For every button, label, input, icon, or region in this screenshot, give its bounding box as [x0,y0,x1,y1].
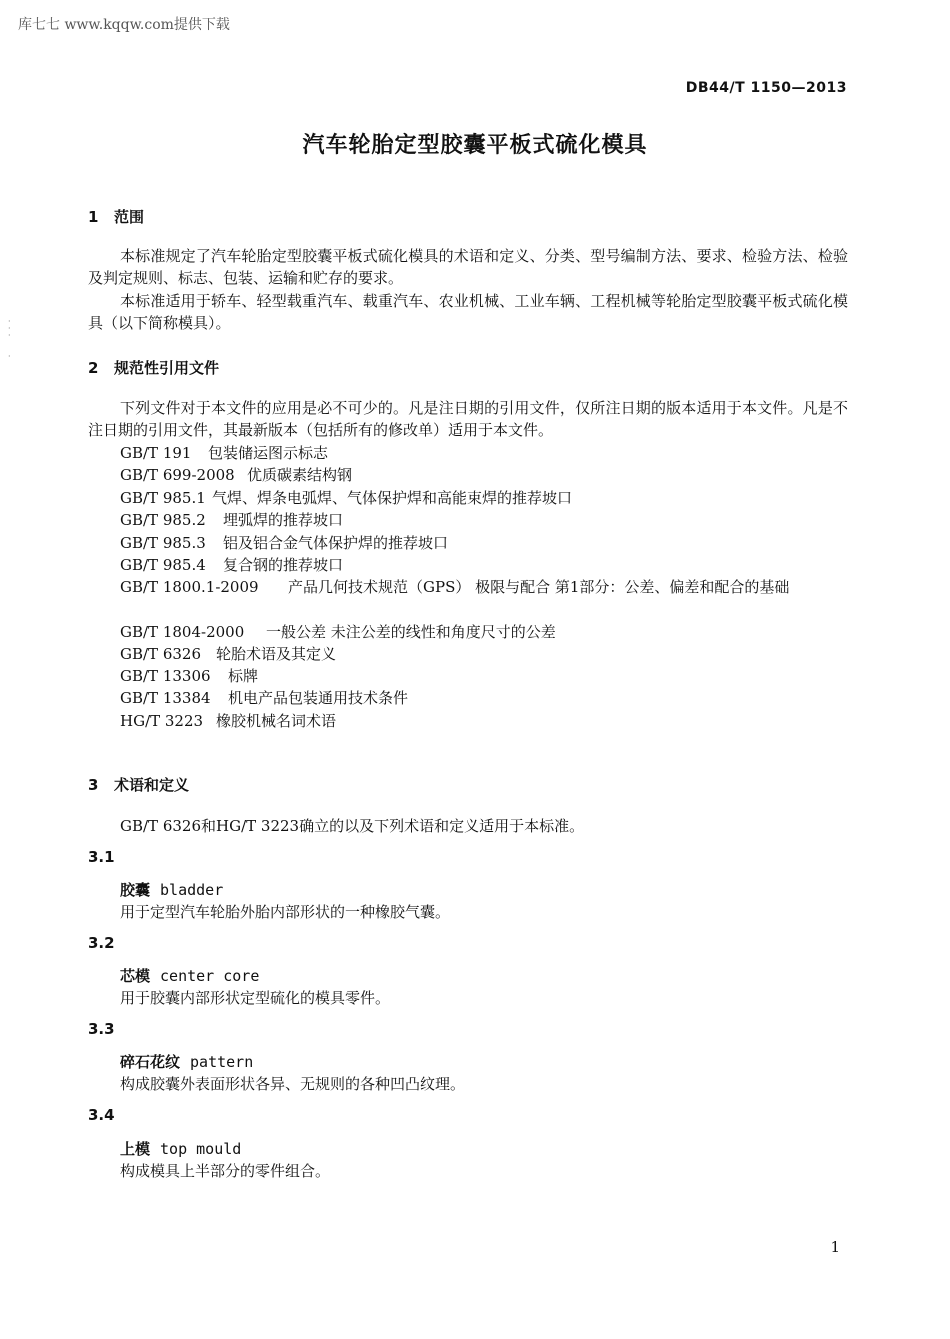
term-definition: 构成胶囊外表面形状各异、无规则的各种凹凸纹理。 [120,1075,466,1093]
reference-item [120,554,343,575]
reference-title: 包装储运图示标志 [208,444,329,462]
reference-item [120,442,328,463]
reference-code: GB/T 985.1 [120,489,206,507]
term-definition: 构成模具上半部分的零件组合。 [120,1162,331,1180]
term-chinese: 上模 [120,1140,151,1158]
reference-code: HG/T 3223 [120,712,204,730]
reference-code: GB/T 13306 [120,667,211,685]
reference-code: GB/T 13384 [120,689,211,707]
term-entry [120,1138,241,1159]
page-number: 1 [830,1238,840,1256]
term-entry [120,879,223,900]
reference-item [120,687,408,708]
section-1-heading [88,206,144,227]
reference-title: 产品几何技术规范（GPS） 极限与配合 第1部分：公差、偏差和配合的基础 [288,578,790,596]
reference-title: 一般公差 未注公差的线性和角度尺寸的公差 [266,623,556,641]
reference-code: GB/T 985.2 [120,511,206,529]
section-number: 1 [88,208,99,226]
term-chinese: 碎石花纹 [120,1053,181,1071]
reference-item [120,509,343,530]
reference-title: 机电产品包装通用技术条件 [228,689,409,707]
term-chinese: 芯模 [120,967,151,985]
reference-item [120,532,448,553]
term-chinese: 胶囊 [120,881,151,899]
reference-title: 铝及铝合金气体保护焊的推荐坡口 [223,534,449,552]
reference-title: 轮胎术语及其定义 [216,645,337,663]
section-2-heading [88,357,219,378]
reference-item [88,576,816,599]
term-definition: 用于胶囊内部形状定型硫化的模具零件。 [120,989,391,1007]
clause-number: 3.3 [88,1020,115,1038]
document-title: 汽车轮胎定型胶囊平板式硫化模具 [302,133,648,158]
standard-number: DB44/T 1150—2013 [685,80,847,96]
reference-item [120,621,556,642]
reference-code: GB/T 6326 [120,645,202,663]
reference-title: 优质碳素结构钢 [247,466,353,484]
section-title: 范围 [114,208,145,226]
reference-item [120,464,352,485]
clause-number: 3.1 [88,848,115,866]
term-english: pattern [190,1053,254,1071]
scope-paragraph-1: 本标准规定了汽车轮胎定型胶囊平板式硫化模具的术语和定义、分类、型号编制方法、要求、检验方法、检验及判定规则、标志、包装、运输和贮存的要求。 [88,247,848,287]
term-entry [120,1051,253,1072]
section-3-heading [88,774,189,795]
reference-code: GB/T 1804-2000 [120,623,245,641]
term-english: bladder [160,881,224,899]
reference-title: 气焊、焊条电弧焊、气体保护焊和高能束焊的推荐坡口 [212,489,573,507]
reference-item [120,710,336,731]
term-english: center core [160,967,260,985]
reference-code: GB/T 1800.1-2009 [120,578,259,596]
reference-item [120,487,572,508]
references-intro: 下列文件对于本文件的应用是必不可少的。凡是注日期的引用文件，仅所注日期的版本适用于本文件。凡是不注日期的引用文件，其最新版本（包括所有的修改单）适用于本文件。 [88,399,848,439]
reference-code: GB/T 985.4 [120,556,206,574]
reference-code: GB/T 985.3 [120,534,206,552]
reference-title: 复合钢的推荐坡口 [223,556,344,574]
clause-number: 3.2 [88,934,115,952]
section-title: 规范性引用文件 [114,359,220,377]
scope-paragraph-2: 本标准适用于轿车、轻型载重汽车、载重汽车、农业机械、工业车辆、工程机械等轮胎定型胶囊平板式硫化模具（以下简称模具）。 [88,292,848,332]
section-number: 3 [88,776,99,794]
reference-item [120,643,336,664]
reference-title: 橡胶机械名词术语 [216,712,337,730]
terms-intro: GB/T 6326和HG/T 3223确立的以及下列术语和定义适用于本标准。 [120,817,585,835]
reference-item [120,665,258,686]
term-english: top mould [160,1140,242,1158]
clause-number: 3.4 [88,1106,115,1124]
section-number: 2 [88,359,99,377]
term-entry [120,965,259,986]
watermark: 库七七 www.kqqw.com提供下载 [18,17,230,33]
reference-code: GB/T 699-2008 [120,466,235,484]
reference-code: GB/T 191 [120,444,192,462]
margin-dots: · · · · [8,317,11,361]
term-definition: 用于定型汽车轮胎外胎内部形状的一种橡胶气囊。 [120,903,451,921]
reference-title: 标牌 [228,667,259,685]
section-title: 术语和定义 [114,776,190,794]
reference-title: 埋弧焊的推荐坡口 [223,511,344,529]
